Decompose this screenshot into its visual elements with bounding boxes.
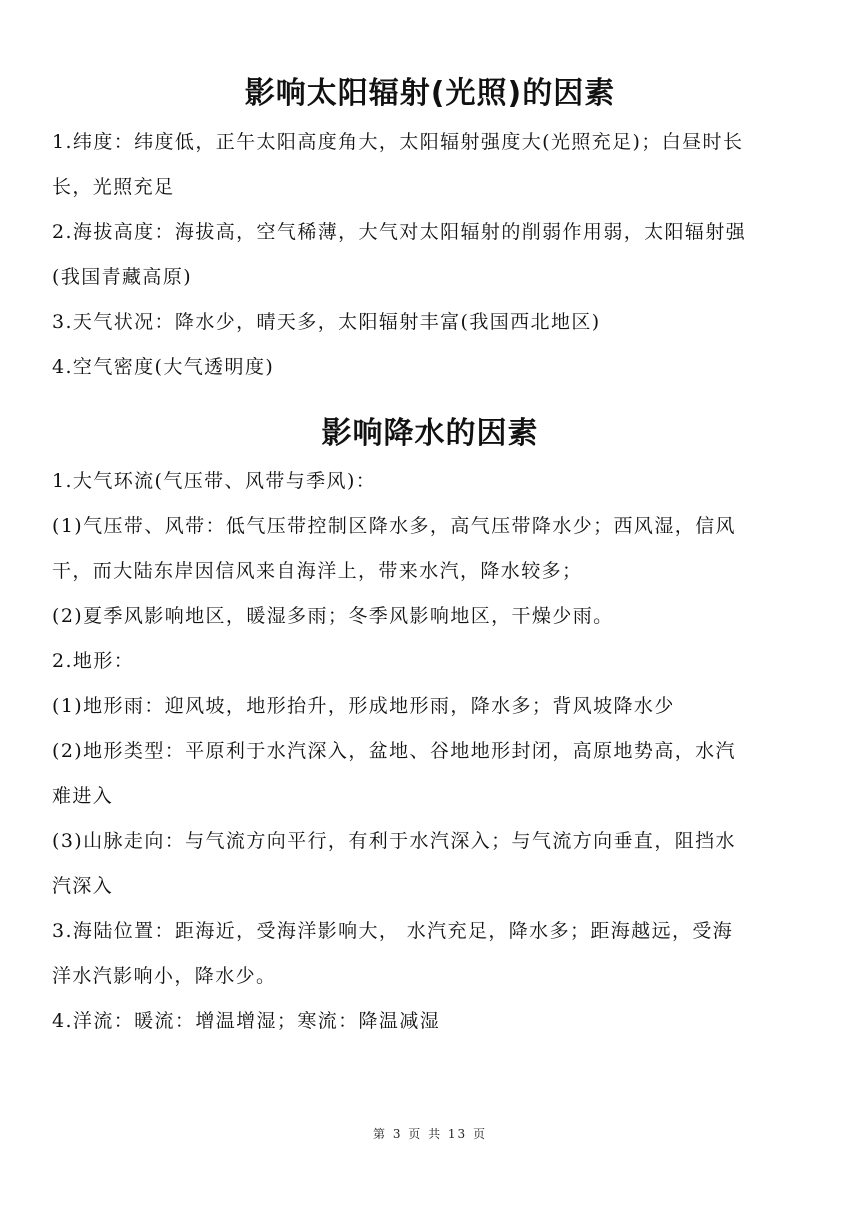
text-line: 4.空气密度(大气透明度) [52,356,275,378]
text-line: 4.洋流：暖流：增温增湿；寒流：降温减湿 [52,1010,441,1032]
text-line: 长，光照充足 [52,176,175,198]
text-line: (1)气压带、风带：低气压带控制区降水多，高气压带降水少；西风湿，信风 [52,515,736,537]
text-line: 3.天气状况：降水少，晴天多，太阳辐射丰富(我国西北地区) [52,311,601,333]
text-line: 1.大气环流(气压带、风带与季风)： [52,470,377,492]
text-line: (1)地形雨：迎风坡，地形抬升，形成地形雨，降水多；背风坡降水少 [52,695,675,717]
text-line: 2.地形： [52,650,135,672]
section-title-solar-radiation: 影响太阳辐射(光照)的因素 [244,76,616,111]
text-line: (我国青藏高原) [52,266,193,288]
section-title-precipitation: 影响降水的因素 [321,416,539,451]
text-line: (2)夏季风影响地区，暖湿多雨；冬季风影响地区，干燥少雨。 [52,605,614,627]
text-line: (3)山脉走向：与气流方向平行，有利于水汽深入；与气流方向垂直，阻挡水 [52,830,736,852]
text-line: 1.纬度：纬度低，正午太阳高度角大，太阳辐射强度大(光照充足)；白昼时长 [52,131,744,153]
text-line: 洋水汽影响小，降水少。 [52,965,277,987]
text-line: 干，而大陆东岸因信风来自海洋上，带来水汽，降水较多； [52,560,583,582]
page-number: 第 3 页 共 13 页 [373,1127,487,1141]
text-line: 3.海陆位置：距海近，受海洋影响大， 水汽充足，降水多；距海越远，受海 [52,920,734,942]
text-line: 2.海拔高度：海拔高，空气稀薄，大气对太阳辐射的削弱作用弱，太阳辐射强 [52,221,747,243]
text-line: 难进入 [52,785,114,807]
text-line: (2)地形类型：平原利于水汽深入，盆地、谷地地形封闭，高原地势高，水汽 [52,740,736,762]
text-line: 汽深入 [52,875,114,897]
